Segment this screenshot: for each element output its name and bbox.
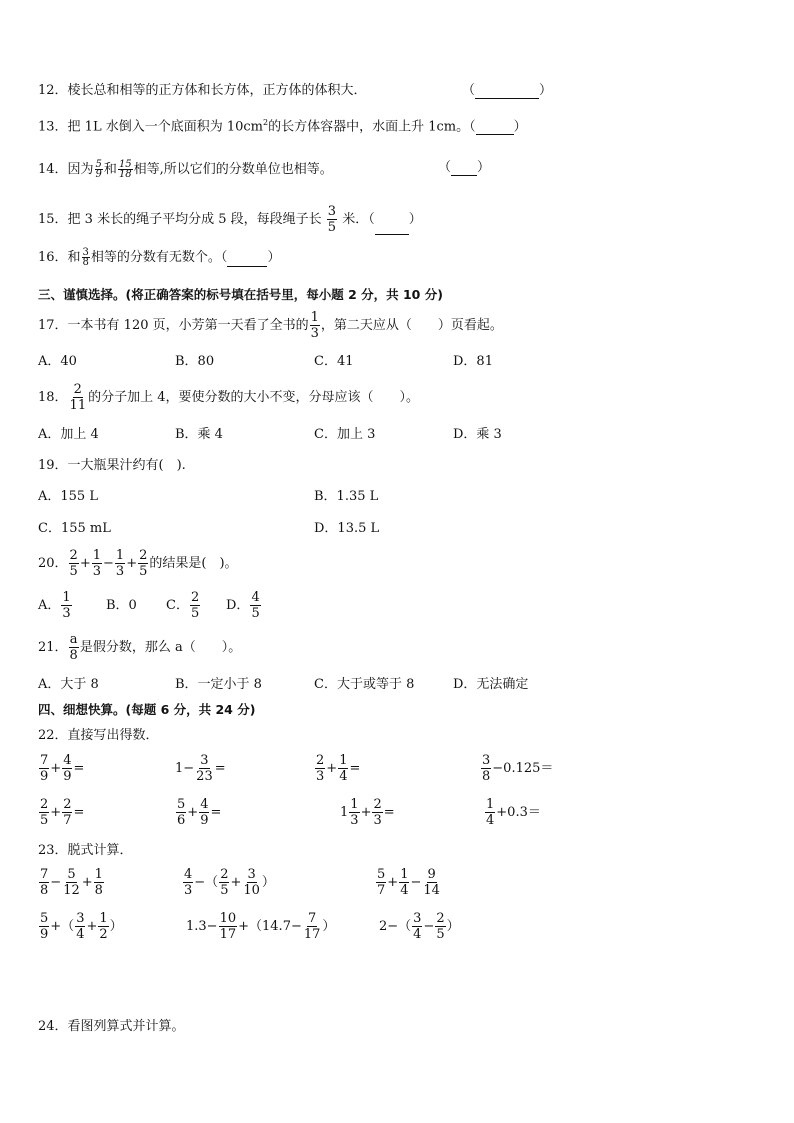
q12-answer-blank[interactable]: （ ）	[462, 83, 553, 98]
q20-term-3: $\frac{1}{3}$	[115, 548, 125, 579]
q22-expr-r1-b: 1− $\frac{3}{23}$ =	[175, 753, 226, 784]
question-23-title: 23．脱式计算．	[38, 843, 133, 858]
question-14: 14．因为 $\frac{5}{9}$ 和 $\frac{15}{18}$ 相等,所以它们的分数单位也相等。	[38, 159, 333, 180]
q17-option-b[interactable]: B．80	[175, 354, 215, 369]
q18-fraction: $\frac{2}{11}$	[69, 382, 87, 413]
question-13: 13．把 1L 水倒入一个底面积为 $10cm^2$的长方体容器中，水面上升 1cm。（ ）	[38, 118, 527, 135]
q15-answer-blank[interactable]	[375, 222, 409, 235]
q22-expr-r2-c: 1 1 3 + $\frac{2}{3}$ =	[340, 797, 395, 828]
question-17: 17．一本书有 120 页，小芳第一天看了全书的 $\frac{1}{3}$ ，第二天应从（ ）页看起。	[38, 310, 503, 341]
q22-expr-r1-a: $\frac{7}{9}$ + $\frac{4}{9}$ =	[40, 753, 85, 784]
q23-expr-r2-a: $\frac{5}{9}$ +（ $\frac{3}{4}$ + $\frac{1}{2}$ ）	[40, 911, 123, 942]
q21-option-b[interactable]: B．一定小于 8	[175, 677, 262, 692]
question-19: 19．一大瓶果汁约有( ).	[38, 458, 186, 473]
q13-answer-blank[interactable]	[476, 122, 514, 135]
q12-text: 12．棱长总和相等的正方体和长方体，正方体的体积大．	[38, 83, 367, 98]
q19-option-a[interactable]: A．155 L	[38, 489, 98, 504]
question-12	[38, 83, 367, 99]
q20-option-a[interactable]: A． $\frac{1}{3}$	[38, 590, 71, 621]
q17-option-d[interactable]: D．81	[453, 354, 493, 369]
section-3-heading: 三、谨慎选择。(将正确答案的标号填在括号里，每小题 2 分，共 10 分)	[38, 287, 443, 302]
q18-option-c[interactable]: C．加上 3	[314, 427, 376, 442]
q17-option-c[interactable]: C．41	[314, 354, 354, 369]
q19-option-c[interactable]: C．155 mL	[38, 521, 111, 536]
q20-option-b[interactable]: B．0	[106, 598, 137, 613]
q16-answer-blank[interactable]	[227, 254, 267, 267]
q20-term-2: $\frac{1}{3}$	[92, 548, 102, 579]
q22-expr-r1-c: $\frac{2}{3}$ + $\frac{1}{4}$ =	[316, 753, 361, 784]
q23-expr-r1-c: $\frac{5}{7}$ + $\frac{1}{4}$ − $\frac{9}{14}$	[377, 867, 440, 898]
question-22-title: 22．直接写出得数．	[38, 728, 159, 743]
q18-option-a[interactable]: A．加上 4	[38, 427, 99, 442]
q23-expr-r2-c: 2−（ $\frac{3}{4}$ − $\frac{2}{5}$ ）	[379, 911, 460, 942]
q21-option-a[interactable]: A．大于 8	[38, 677, 99, 692]
q15-fraction: $\frac{3}{5}$	[327, 204, 337, 235]
section-4-heading: 四、细想快算。(每题 6 分，共 24 分)	[38, 702, 256, 717]
q20-option-c[interactable]: C． $\frac{2}{5}$	[166, 590, 200, 621]
q23-expr-r1-a: $\frac{7}{8}$ − $\frac{5}{12}$ + $\frac{1}{8}$	[40, 867, 103, 898]
question-15: 15．把 3 米长的绳子平均分成 5 段，每段绳子长 $\frac{3}{5}$ 米．（ ）	[38, 204, 422, 235]
q16-fraction: $\frac{3}{8}$	[82, 247, 89, 268]
q21-option-c[interactable]: C．大于或等于 8	[314, 677, 415, 692]
q20-option-d[interactable]: D． $\frac{4}{5}$	[226, 590, 260, 621]
q14-answer-blank[interactable]: （ ）	[438, 160, 491, 175]
q17-option-a[interactable]: A．40	[38, 354, 77, 369]
q17-fraction: $\frac{1}{3}$	[310, 310, 319, 341]
question-21: 21． $\frac{a}{8}$ 是假分数，那么 a（ ）。	[38, 632, 242, 663]
q23-expr-r1-b: $\frac{4}{3}$ −（ $\frac{2}{5}$ + $\frac{3}{10}$ ）	[184, 867, 275, 898]
question-16: 16．和 $\frac{3}{8}$ 相等的分数有无数个。（ ）	[38, 247, 281, 268]
q22-expr-r2-d: $\frac{1}{4}$ +0.3＝	[486, 797, 541, 828]
q22-expr-r2-a: $\frac{2}{5}$ + $\frac{2}{7}$ =	[40, 797, 85, 828]
q22-expr-r1-d: $\frac{3}{8}$ −0.125＝	[482, 753, 554, 784]
q19-option-b[interactable]: B．1.35 L	[314, 489, 379, 504]
q20-term-1: $\frac{2}{5}$	[69, 548, 78, 579]
q22-expr-r2-b: $\frac{5}{6}$ + $\frac{4}{9}$ =	[177, 797, 222, 828]
q20-term-4: $\frac{2}{5}$	[139, 548, 148, 579]
q23-expr-r2-b: 1.3− $\frac{10}{17}$ +（14.7− $\frac{7}{17}$ ）	[186, 911, 336, 942]
q21-option-d[interactable]: D．无法确定	[453, 677, 529, 692]
question-18: 18． $\frac{2}{11}$ 的分子加上 4，要使分数的大小不变，分母应该（ ）。	[38, 382, 419, 413]
q14-fraction-2: $\frac{15}{18}$	[118, 159, 132, 180]
question-24: 24．看图列算式并计算。	[38, 1019, 185, 1034]
question-20: 20． $\frac{2}{5}$ + $\frac{1}{3}$ − $\frac{1}{3}$ + $\frac{2}{5}$ 的结果是( )。	[38, 548, 238, 579]
q18-option-b[interactable]: B．乘 4	[175, 427, 223, 442]
q14-fraction-1: $\frac{5}{9}$	[95, 159, 102, 180]
q21-fraction: $\frac{a}{8}$	[69, 632, 78, 663]
q19-option-d[interactable]: D．13.5 L	[314, 521, 380, 536]
q18-option-d[interactable]: D．乘 3	[453, 427, 502, 442]
